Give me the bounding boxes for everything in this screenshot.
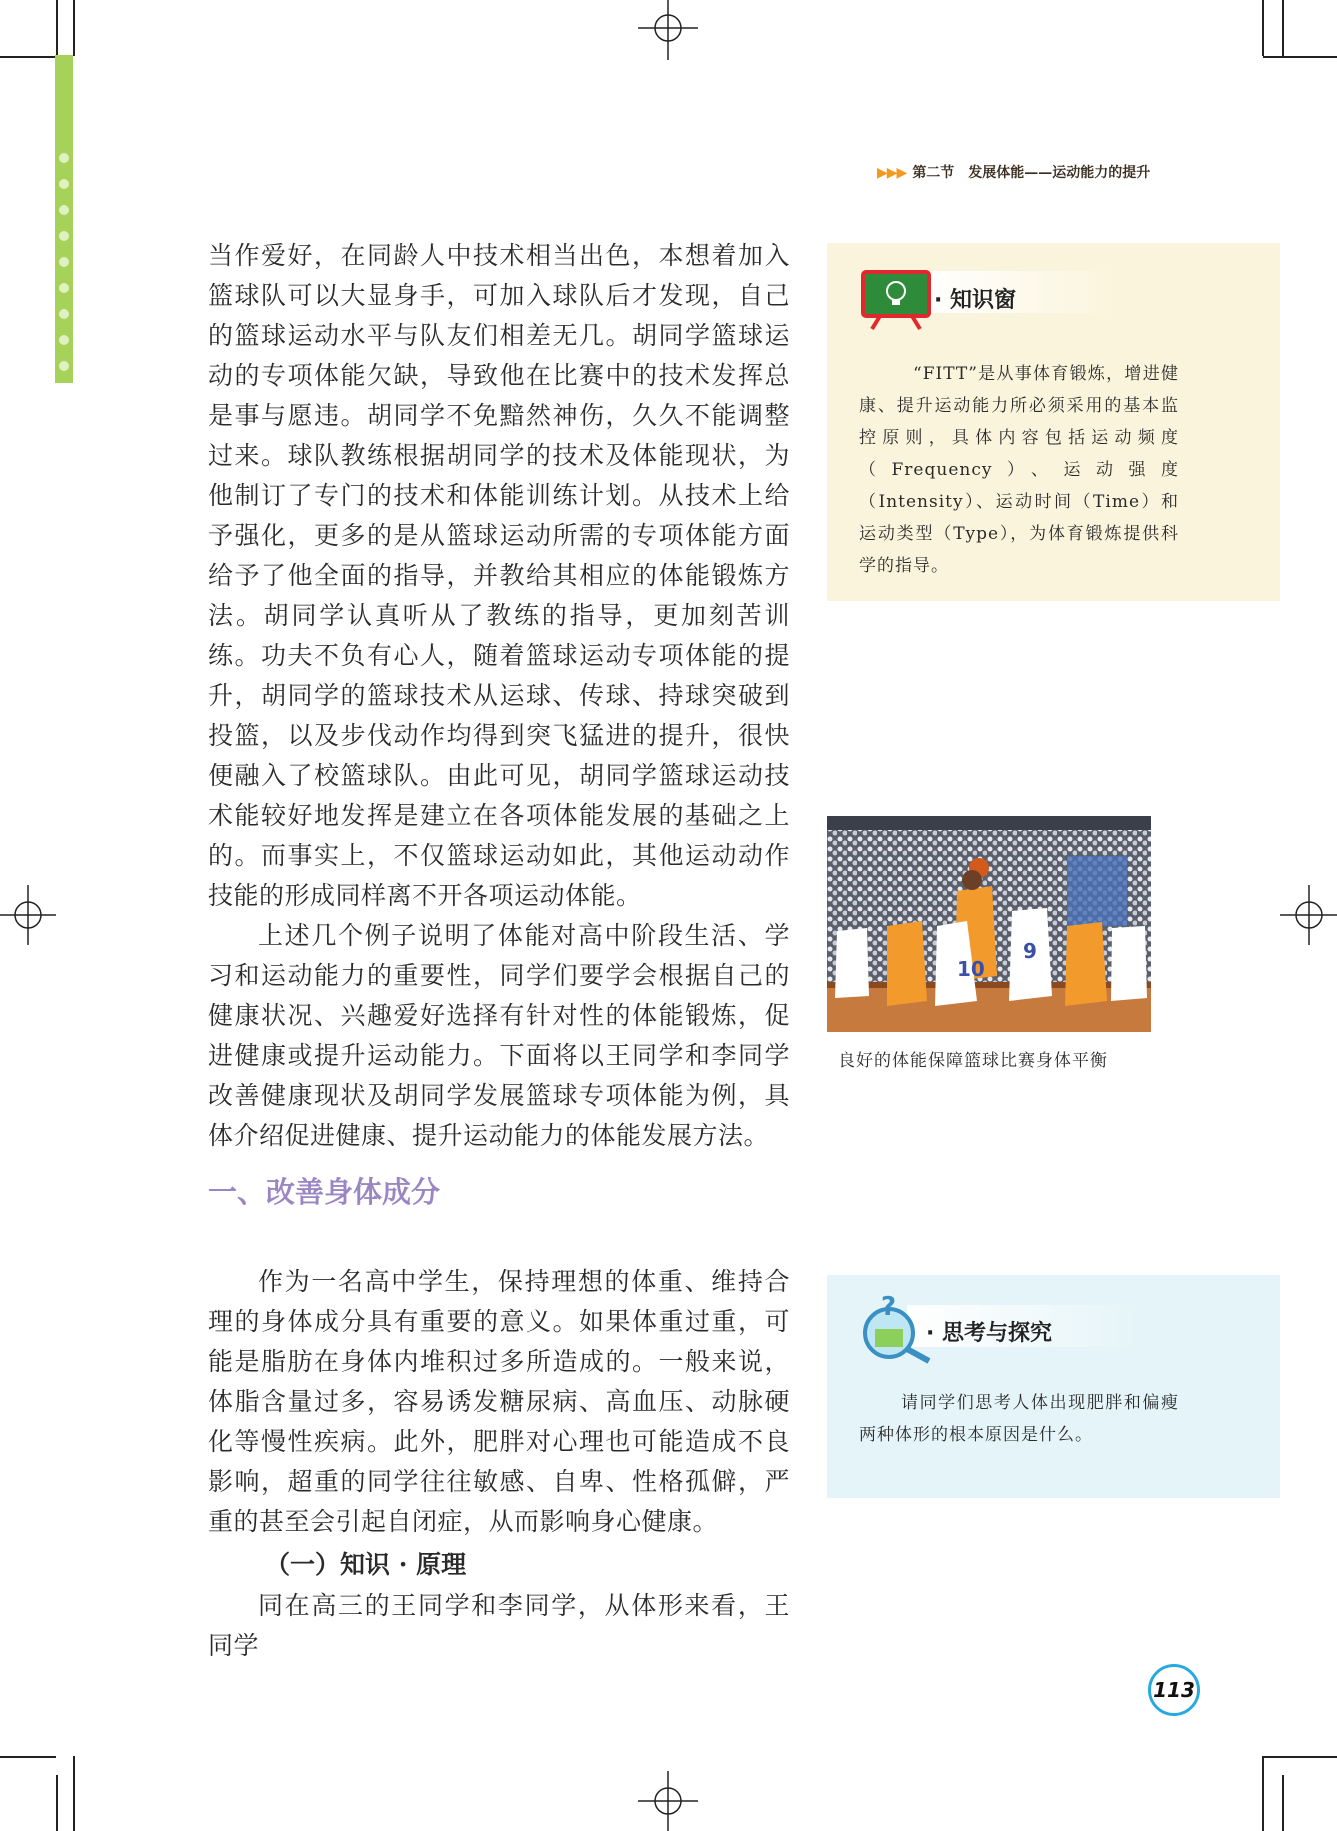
section-heading: 一、改善身体成分 [208,1175,441,1209]
strip-dot [59,153,69,163]
magnifier-question-icon [857,1293,937,1365]
sub-heading: （一）知识 · 原理 [265,1550,467,1579]
running-head [877,162,1167,184]
crop-mark [1263,56,1337,58]
crop-mark [0,56,56,58]
svg-text:?: ? [881,1293,897,1322]
page-number: 113 [1148,1664,1200,1716]
strip-dot [59,309,69,319]
think-explore-text: 请同学们思考人体出现肥胖和偏瘦两种体形的根本原因是什么。 [859,1393,1179,1445]
strip-dot [59,361,69,371]
knowledge-window-text: “FITT”是从事体育锻炼，增进健康、提升运动能力所必须采用的基本监控原则，具体内容包括运动频度（Frequency）、运动强度（Intensity）、运动时间（Time）和运动类型（Type），为体育锻炼提供科学的指导。 [859,364,1179,576]
body-column-last [208,1586,790,1666]
body-paragraph: 上述几个例子说明了体能对高中阶段生活、学习和运动能力的重要性，同学们要学会根据自己的健康状况、兴趣爱好选择有针对性的体能锻炼，促进健康或提升运动能力。下面将以王同学和李同学改善健康现状及胡同学发展篮球专项体能为例，具体介绍促进健康、提升运动能力的体能发展方法。 [208,921,790,1150]
basketball-game-image [827,816,1151,1032]
body-column-bottom [208,1262,790,1542]
basketball-photo [827,816,1151,1032]
crop-mark [0,1756,56,1758]
crop-mark [1262,1756,1264,1831]
registration-mark-icon [638,0,698,60]
running-head-text: 第二节 发展体能——运动能力的提升 [912,165,1151,181]
think-explore-box [827,1275,1280,1498]
triangle-arrows-icon: ▶▶▶ [877,165,907,181]
knowledge-window-box [827,243,1280,601]
crop-mark [1282,0,1284,56]
strip-dot [59,335,69,345]
strip-dot [59,205,69,215]
registration-mark-icon [638,1771,698,1831]
crop-mark [56,0,58,56]
jersey-number-10: 10 [957,957,985,981]
registration-mark-icon [0,885,56,945]
strip-dot [59,179,69,189]
registration-mark-icon [1280,885,1337,945]
body-column-top [208,236,790,1156]
crop-mark [56,1775,58,1831]
crop-mark [1282,1775,1284,1831]
knowledge-window-title: · 知识窗 [934,288,1017,313]
crop-mark [73,0,75,56]
strip-dot [59,231,69,241]
crop-mark [1262,0,1264,56]
think-explore-title: · 思考与探究 [926,1321,1053,1346]
photo-caption: 良好的体能保障篮球比赛身体平衡 [838,1051,1108,1071]
chalkboard-bulb-icon [860,269,932,331]
chapter-tab-strip [55,55,73,383]
crop-mark [1263,1756,1337,1758]
strip-dot [59,283,69,293]
jersey-number-9: 9 [1023,939,1037,963]
crop-mark [73,1756,75,1831]
strip-dot [59,257,69,267]
body-paragraph: 当作爱好，在同龄人中技术相当出色，本想着加入篮球队可以大显身手，可加入球队后才发现，自己的篮球运动水平与队友们相差无几。胡同学篮球运动的专项体能欠缺，导致他在比赛中的技术发挥总是事与愿违。胡同学不免黯然神伤，久久不能调整过来。球队教练根据胡同学的技术及体能现状，为他制订了专门的技术和体能训练计划。从技术上给予强化，更多的是从篮球运动所需的专项体能方面给予了他全面的指导，并教给其相应的体能锻炼方法。胡同学认真听从了教练的指导，更加刻苦训练。功夫不负有心人，随着篮球运动专项体能的提升，胡同学的篮球技术从运球、传球、持球突破到投篮，以及步伐动作均得到突飞猛进的提升，很快便融入了校篮球队。由此可见，胡同学篮球运动技术能较好地发挥是建立在各项体能发展的基础之上的。而事实上，不仅篮球运动如此，其他运动动作技能的形成同样离不开各项运动体能。 [208,241,790,910]
body-paragraph: 作为一名高中学生，保持理想的体重、维持合理的身体成分具有重要的意义。如果体重过重，可能是脂肪在身体内堆积过多所造成的。一般来说，体脂含量过多，容易诱发糖尿病、高血压、动脉硬化等慢性疾病。此外，肥胖对心理也可能造成不良影响，超重的同学往往敏感、自卑、性格孤僻，严重的甚至会引起自闭症，从而影响身心健康。 [208,1267,790,1536]
body-paragraph: 同在高三的王同学和李同学，从体形来看，王同学 [208,1591,790,1660]
